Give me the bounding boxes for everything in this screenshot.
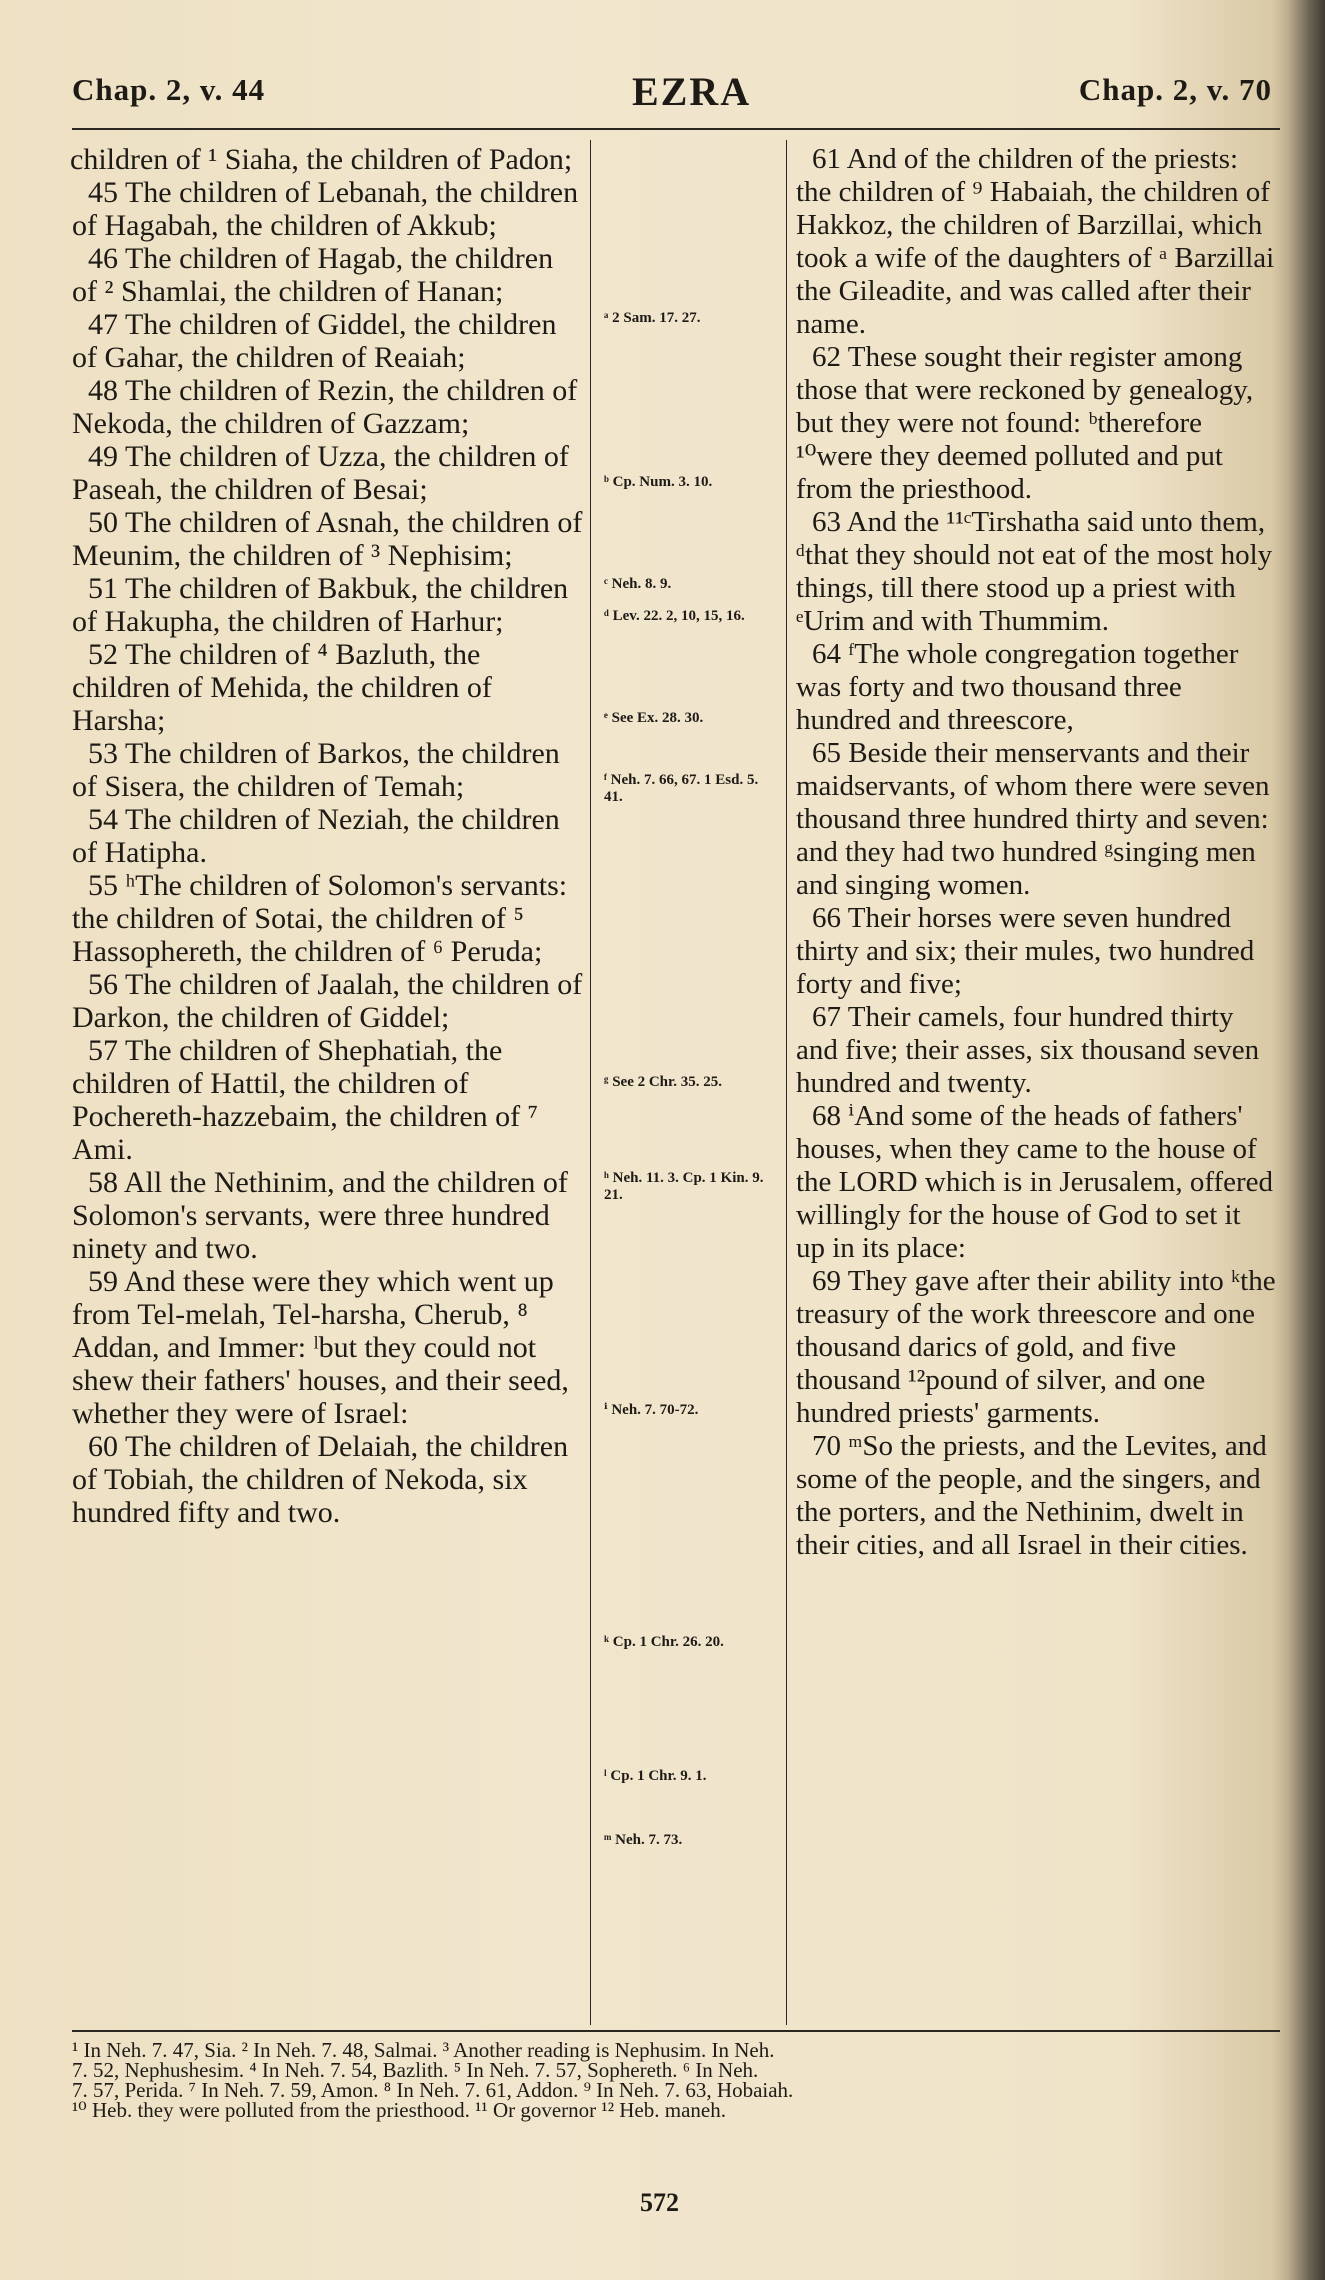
verse: 64 ᶠThe whole congregation together was forty and two thousand three hundred and threescore, — [796, 638, 1239, 736]
margin-reference: ᵈ Lev. 22. 2, 10, 15, 16. — [604, 608, 745, 624]
margin-reference: ᵃ 2 Sam. 17. 27. — [604, 310, 701, 326]
verse: 53 The children of Barkos, the children of Sisera, the children of Temah; — [72, 737, 560, 803]
margin-reference: ᵍ See 2 Chr. 35. 25. — [604, 1074, 723, 1090]
verse: 51 The children of Bakbuk, the children of Hakupha, the children of Harhur; — [72, 572, 569, 638]
right-text-column — [796, 143, 1276, 1562]
left-text-column — [72, 143, 584, 1529]
page-number: 572 — [640, 2188, 679, 2217]
margin-reference: ᶠ Neh. 7. 66, 67. 1 Esd. 5. 41. — [604, 772, 759, 805]
verse: 68 ⁱAnd some of the heads of fathers' houses, when they came to the house of the LORD which is in Jerusalem, offered willingly for the house of God to set it up in its place: — [796, 1100, 1274, 1264]
verse: 55 ʰThe children of Solomon's servants: the children of Sotai, the children of ⁵ Hassophereth, the children of ⁶ Peruda; — [72, 869, 568, 968]
verse: 62 These sought their register among those that were reckoned by genealogy, but they were not found: ᵇtherefore ¹⁰were they deemed polluted and put from the priesthood. — [796, 341, 1254, 505]
verse: 65 Beside their menservants and their maidservants, of whom there were seven thousand three hundred thirty and seven: and they had two hundred ᵍsinging men and singing women. — [796, 737, 1270, 901]
footnote-line: ¹ In Neh. 7. 47, Sia. ² In Neh. 7. 48, Salmai. ³ Another reading is Nephusim. In Neh. — [72, 2038, 775, 2062]
verse: 48 The children of Rezin, the children of Nekoda, the children of Gazzam; — [72, 374, 578, 440]
verse: 66 Their horses were seven hundred thirty and six; their mules, two hundred forty and five; — [796, 902, 1255, 1000]
verse: 63 And the ¹¹ᶜTirshatha said unto them, ᵈthat they should not eat of the most holy things, till there stood up a priest with ᵉUrim and with Thummim. — [796, 506, 1273, 637]
header-right: Chap. 2, v. 70 — [1078, 72, 1272, 107]
verse: children of ¹ Siaha, the children of Padon; — [70, 143, 573, 176]
verse: 59 And these were they which went up from Tel-melah, Tel-harsha, Cherub, ⁸ Addan, and Immer: ˡbut they could not shew their fathers' houses, and their seed, whether they were of Israel: — [72, 1265, 569, 1430]
footnote-rule — [72, 2030, 1280, 2032]
verse: 52 The children of ⁴ Bazluth, the children of Mehida, the children of Harsha; — [72, 638, 492, 737]
margin-reference: ᵏ Cp. 1 Chr. 26. 20. — [604, 1634, 724, 1650]
column-rule-left — [590, 140, 591, 2025]
header-book-title: EZRA — [632, 69, 752, 114]
verse: 70 ᵐSo the priests, and the Levites, and some of the people, and the singers, and the porters, and the Nethinim, dwelt in their cities, and all Israel in their cities. — [796, 1430, 1267, 1561]
column-rule-right — [786, 140, 787, 2025]
footnotes — [72, 2040, 1282, 2120]
margin-reference: ⁱ Neh. 7. 70-72. — [604, 1402, 699, 1418]
verse: 50 The children of Asnah, the children of Meunim, the children of ³ Nephisim; — [72, 506, 583, 572]
margin-reference: ʰ Neh. 11. 3. Cp. 1 Kin. 9. 21. — [604, 1170, 764, 1203]
margin-reference: ᵐ Neh. 7. 73. — [604, 1832, 683, 1848]
margin-reference: ᵇ Cp. Num. 3. 10. — [604, 474, 713, 490]
header-rule — [72, 128, 1280, 130]
margin-reference: ˡ Cp. 1 Chr. 9. 1. — [604, 1768, 707, 1784]
verse: 57 The children of Shephatiah, the children of Hattil, the children of Pochereth-hazzebaim, the children of ⁷ Ami. — [72, 1034, 539, 1166]
verse: 46 The children of Hagab, the children of ² Shamlai, the children of Hanan; — [72, 242, 554, 308]
verse: 61 And of the children of the priests: the children of ⁹ Habaiah, the children of Hakkoz, the children of Barzillai, which took a wife of the daughters of ᵃ Barzillai the Gileadite, and was called after their name. — [796, 143, 1275, 340]
book-binding — [1287, 0, 1325, 2280]
footnote-line: ¹⁰ Heb. they were polluted from the priesthood. ¹¹ Or governor ¹² Heb. maneh. — [72, 2098, 726, 2122]
footnote-line: 7. 57, Perida. ⁷ In Neh. 7. 59, Amon. ⁸ In Neh. 7. 61, Addon. ⁹ In Neh. 7. 63, Hobaiah. — [72, 2078, 794, 2102]
verse: 49 The children of Uzza, the children of Paseah, the children of Besai; — [72, 440, 569, 506]
verse: 60 The children of Delaiah, the children of Tobiah, the children of Nekoda, six hundred fifty and two. — [72, 1430, 569, 1529]
verse: 69 They gave after their ability into ᵏthe treasury of the work threescore and one thousand darics of gold, and five thousand ¹²pound of silver, and one hundred priests' garments. — [796, 1265, 1276, 1429]
margin-reference: ᵉ See Ex. 28. 30. — [604, 710, 704, 726]
margin-reference: ᶜ Neh. 8. 9. — [604, 576, 672, 592]
verse: 54 The children of Neziah, the children of Hatipha. — [72, 803, 560, 869]
verse: 47 The children of Giddel, the children of Gahar, the children of Reaiah; — [72, 308, 557, 374]
verse: 45 The children of Lebanah, the children of Hagabah, the children of Akkub; — [72, 176, 579, 242]
header-left: Chap. 2, v. 44 — [72, 72, 266, 107]
running-header — [72, 69, 1272, 122]
verse: 67 Their camels, four hundred thirty and five; their asses, six thousand seven hundred and twenty. — [796, 1001, 1260, 1099]
verse: 56 The children of Jaalah, the children of Darkon, the children of Giddel; — [72, 968, 583, 1034]
footnote-line: 7. 52, Nephushesim. ⁴ In Neh. 7. 54, Bazlith. ⁵ In Neh. 7. 57, Sophereth. ⁶ In Neh. — [72, 2058, 759, 2082]
verse: 58 All the Nethinim, and the children of Solomon's servants, were three hundred ninety and two. — [72, 1166, 568, 1265]
